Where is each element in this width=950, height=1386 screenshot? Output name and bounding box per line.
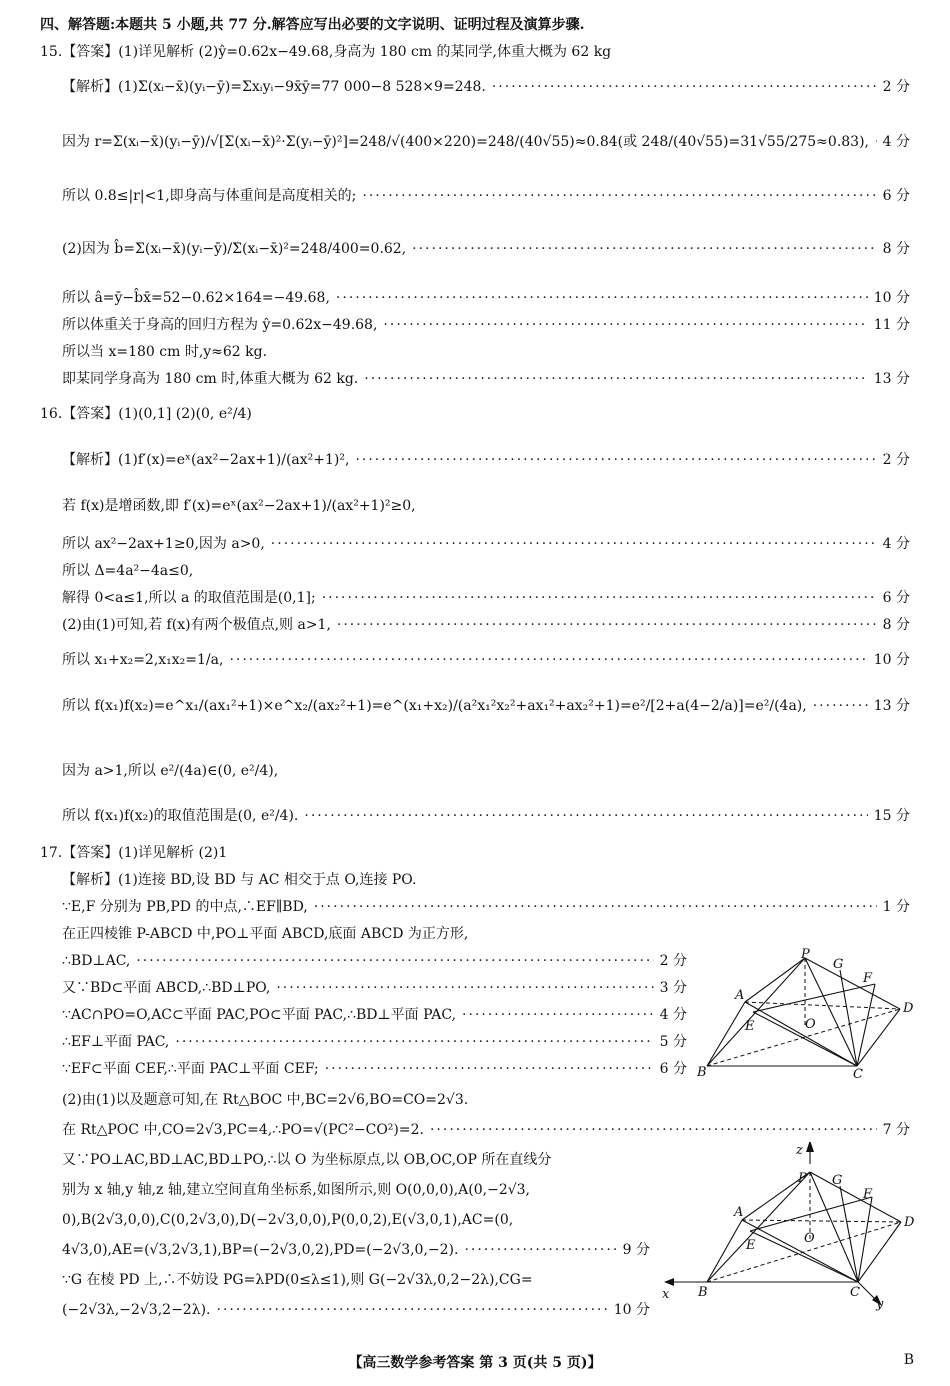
score-points: 15 分 [873, 808, 910, 824]
label-G: G [833, 957, 844, 972]
score-points: 10 分 [873, 290, 910, 306]
line-text: ∵EF⊂平面 CEF,∴平面 PAC⊥平面 CEF; [62, 1061, 319, 1077]
solution-line [62, 698, 910, 716]
dot-leader [304, 808, 867, 826]
solution-line [62, 1034, 687, 1052]
solution-line [62, 763, 910, 781]
solution-line [62, 1061, 687, 1079]
line-text: (2)因为 b̂=Σ(xᵢ−x̄)(yᵢ−ȳ)/Σ(xᵢ−x̄)²=248/400=0.62, [62, 241, 407, 257]
solution-line [62, 317, 910, 335]
solution-line [62, 1242, 650, 1260]
dot-leader [430, 1122, 877, 1140]
solution-line [62, 1152, 650, 1170]
solution-line [40, 44, 910, 62]
label-C: C [853, 1067, 863, 1078]
line-text: 【解析】(1)Σ(xᵢ−x̄)(yᵢ−ȳ)=Σxᵢyᵢ−9x̄ȳ=77 000−8 528×9=248. [62, 79, 486, 95]
solution-line [62, 953, 687, 971]
score-points: 11 分 [873, 317, 910, 333]
line-text: 所以 â=ȳ−b̂x̄=52−0.62×164=−49.68, [62, 290, 330, 306]
line-text: 又∵PO⊥AC,BD⊥AC,BD⊥PO,∴以 O 为坐标原点,以 OB,OC,OP 所在直线分 [62, 1152, 552, 1168]
label-z-axis: z [796, 1143, 803, 1158]
line-text: ∴BD⊥AC, [62, 953, 131, 969]
dot-leader [336, 290, 868, 308]
solution-line [62, 808, 910, 826]
score-points: 4 分 [882, 134, 910, 150]
dot-leader [412, 241, 876, 259]
solution-line [62, 652, 910, 670]
line-text: 别为 x 轴,y 轴,z 轴,建立空间直角坐标系,如图所示,则 O(0,0,0),A(0,−2√3, [62, 1182, 531, 1198]
solution-line [62, 290, 910, 308]
label-D: D [903, 1001, 914, 1016]
section-heading: 四、解答题:本题共 5 小题,共 77 分.解答应写出必要的文字说明、证明过程及演算步骤. [40, 17, 585, 33]
line-text: (2)由(1)可知,若 f(x)有两个极值点,则 a>1, [62, 617, 331, 633]
label-P: P [798, 1171, 807, 1186]
score-points: 7 分 [882, 1122, 910, 1138]
dot-leader [355, 452, 876, 470]
solution-line [62, 371, 910, 389]
label-P: P [801, 948, 810, 962]
solution-line [62, 79, 910, 97]
line-text: 在正四棱锥 P-ABCD 中,PO⊥平面 ABCD,底面 ABCD 为正方形, [62, 926, 469, 942]
line-text: 所以 ax²−2ax+1≥0,因为 a>0, [62, 536, 265, 552]
label-B: B [697, 1065, 707, 1078]
line-text: ∵E,F 分别为 PB,PD 的中点,∴EF∥BD, [62, 899, 308, 915]
label-y-axis: y [876, 1297, 884, 1312]
dot-leader [337, 617, 877, 635]
label-O: O [805, 1017, 816, 1032]
score-points: 6 分 [882, 590, 910, 606]
label-A: A [734, 1205, 744, 1220]
line-text: 所以 f(x₁)f(x₂)=e^x₁/(ax₁²+1)×e^x₂/(ax₂²+1)=e^(x₁+x₂)/(a²x₁²x₂²+ax₁²+ax₂²+1)=e²/[2+a(4−2/a)]=e²/(4a), [62, 698, 807, 714]
solution-line [62, 980, 687, 998]
solution-line [62, 1092, 910, 1110]
dot-leader [364, 371, 867, 389]
line-text: 因为 a>1,所以 e²/(4a)∈(0, e²/4), [62, 763, 279, 779]
score-points: 2 分 [882, 79, 910, 95]
line-text: ∵AC∩PO=O,AC⊂平面 PAC,PO⊂平面 PAC,∴BD⊥平面 PAC, [62, 1007, 457, 1023]
line-text: 又∵BD⊂平面 ABCD,∴BD⊥PO, [62, 980, 271, 996]
label-D: D [904, 1215, 915, 1230]
line-text: 所以 f(x₁)f(x₂)的取值范围是(0, e²/4). [62, 808, 299, 824]
dot-leader [314, 899, 877, 917]
score-points: 6 分 [882, 188, 910, 204]
line-text: 解得 0<a≤1,所以 a 的取值范围是(0,1]; [62, 590, 316, 606]
solution-line [62, 1122, 910, 1140]
line-text: 【解析】(1)f′(x)=eˣ(ax²−2ax+1)/(ax²+1)², [62, 452, 350, 468]
score-points: 3 分 [659, 980, 687, 996]
label-O: O [804, 1231, 815, 1246]
line-text: 所以 0.8≤|r|<1,即身高与体重间是高度相关的; [62, 188, 357, 204]
solution-line [62, 590, 910, 608]
dot-leader [462, 1007, 654, 1025]
score-points: 1 分 [882, 899, 910, 915]
score-points: 9 分 [622, 1242, 650, 1258]
label-G: G [832, 1173, 843, 1188]
line-text: 在 Rt△POC 中,CO=2√3,PC=4,∴PO=√(PC²−CO²)=2. [62, 1122, 424, 1138]
label-A: A [735, 988, 745, 1003]
solution-line [62, 872, 910, 890]
line-text: 即某同学身高为 180 cm 时,体重大概为 62 kg. [62, 371, 359, 387]
dot-leader [175, 1034, 653, 1052]
score-points: 4 分 [659, 1007, 687, 1023]
line-text: 因为 r=Σ(xᵢ−x̄)(yᵢ−ȳ)/√[Σ(xᵢ−x̄)²·Σ(yᵢ−ȳ)²]=248/√(400×220)=248/(40√55)≈0.84(或 248/(40√55)=31√55/275≈0.83), [62, 134, 869, 150]
version-mark: B [903, 1352, 914, 1368]
dot-leader [325, 1061, 654, 1079]
score-points: 13 分 [873, 698, 910, 714]
score-points: 10 分 [873, 652, 910, 668]
score-points: 8 分 [882, 617, 910, 633]
line-text: (−2√3λ,−2√3,2−2λ). [62, 1302, 211, 1318]
line-text: 17.【答案】(1)详见解析 (2)1 [40, 845, 228, 861]
solution-line [62, 188, 910, 206]
label-C: C [850, 1285, 860, 1300]
solution-line [62, 536, 910, 554]
solution-line [62, 344, 910, 362]
dot-leader [322, 590, 877, 608]
dot-leader [875, 134, 877, 152]
label-E: E [745, 1019, 755, 1034]
dot-leader [492, 79, 877, 97]
solution-line [62, 617, 910, 635]
line-text: 0),B(2√3,0,0),C(0,2√3,0),D(−2√3,0,0),P(0,0,2),E(√3,0,1),AC=(0, [62, 1212, 514, 1228]
pyramid-figure-1 [695, 948, 920, 1078]
dot-leader [136, 953, 653, 971]
dot-leader [362, 188, 876, 206]
line-text: 所以 x₁+x₂=2,x₁x₂=1/a, [62, 652, 224, 668]
label-x-axis: x [662, 1287, 670, 1302]
label-B: B [698, 1285, 708, 1300]
line-text: 若 f(x)是增函数,即 f′(x)=eˣ(ax²−2ax+1)/(ax²+1)²≥0, [62, 498, 416, 514]
dot-leader [229, 652, 867, 670]
solution-line [62, 926, 910, 944]
dot-leader [276, 980, 653, 998]
line-text: ∴EF⊥平面 PAC, [62, 1034, 170, 1050]
line-text: 4√3,0),AE=(√3,2√3,1),BP=(−2√3,0,2),PD=(−2√3,0,−2). [62, 1242, 459, 1258]
solution-line [62, 1007, 687, 1025]
score-points: 13 分 [873, 371, 910, 387]
line-text: 【解析】(1)连接 BD,设 BD 与 AC 相交于点 O,连接 PO. [62, 872, 417, 888]
dot-leader [217, 1302, 608, 1320]
label-F: F [863, 971, 873, 986]
score-points: 10 分 [613, 1302, 650, 1318]
solution-line [62, 899, 910, 917]
line-text: 15.【答案】(1)详见解析 (2)ŷ=0.62x−49.68,身高为 180 cm 的某同学,体重大概为 62 kg [40, 44, 612, 60]
score-points: 2 分 [882, 452, 910, 468]
label-E: E [746, 1238, 756, 1253]
line-text: 所以 Δ=4a²−4a≤0, [62, 563, 194, 579]
solution-line [62, 563, 910, 581]
solution-line [62, 1182, 650, 1200]
line-text: 所以体重关于身高的回归方程为 ŷ=0.62x−49.68, [62, 317, 378, 333]
pyramid-figure-2 [658, 1142, 923, 1314]
solution-line [62, 498, 910, 516]
dot-leader [464, 1242, 616, 1260]
solution-line [62, 1272, 650, 1290]
line-text: (2)由(1)以及题意可知,在 Rt△BOC 中,BC=2√6,BO=CO=2√3. [62, 1092, 469, 1108]
dot-leader [813, 698, 868, 716]
solution-line [40, 845, 910, 863]
dot-leader [271, 536, 877, 554]
page-footer: 【高三数学参考答案 第 3 页(共 5 页)】 [348, 1355, 602, 1371]
line-text: ∵G 在棱 PD 上,∴不妨设 PG=λPD(0≤λ≤1),则 G(−2√3λ,0,2−2λ),CG= [62, 1272, 533, 1288]
solution-line [62, 241, 910, 259]
score-points: 2 分 [659, 953, 687, 969]
solution-line [62, 452, 910, 470]
line-text: 16.【答案】(1)(0,1] (2)(0, e²/4) [40, 406, 252, 422]
score-points: 8 分 [882, 241, 910, 257]
line-text: 所以当 x=180 cm 时,y≈62 kg. [62, 344, 268, 360]
solution-line [62, 1212, 650, 1230]
solution-line [62, 1302, 650, 1320]
score-points: 4 分 [882, 536, 910, 552]
score-points: 6 分 [659, 1061, 687, 1077]
label-F: F [863, 1187, 873, 1202]
solution-line [62, 134, 910, 152]
dot-leader [383, 317, 867, 335]
score-points: 5 分 [659, 1034, 687, 1050]
solution-line [40, 406, 910, 424]
